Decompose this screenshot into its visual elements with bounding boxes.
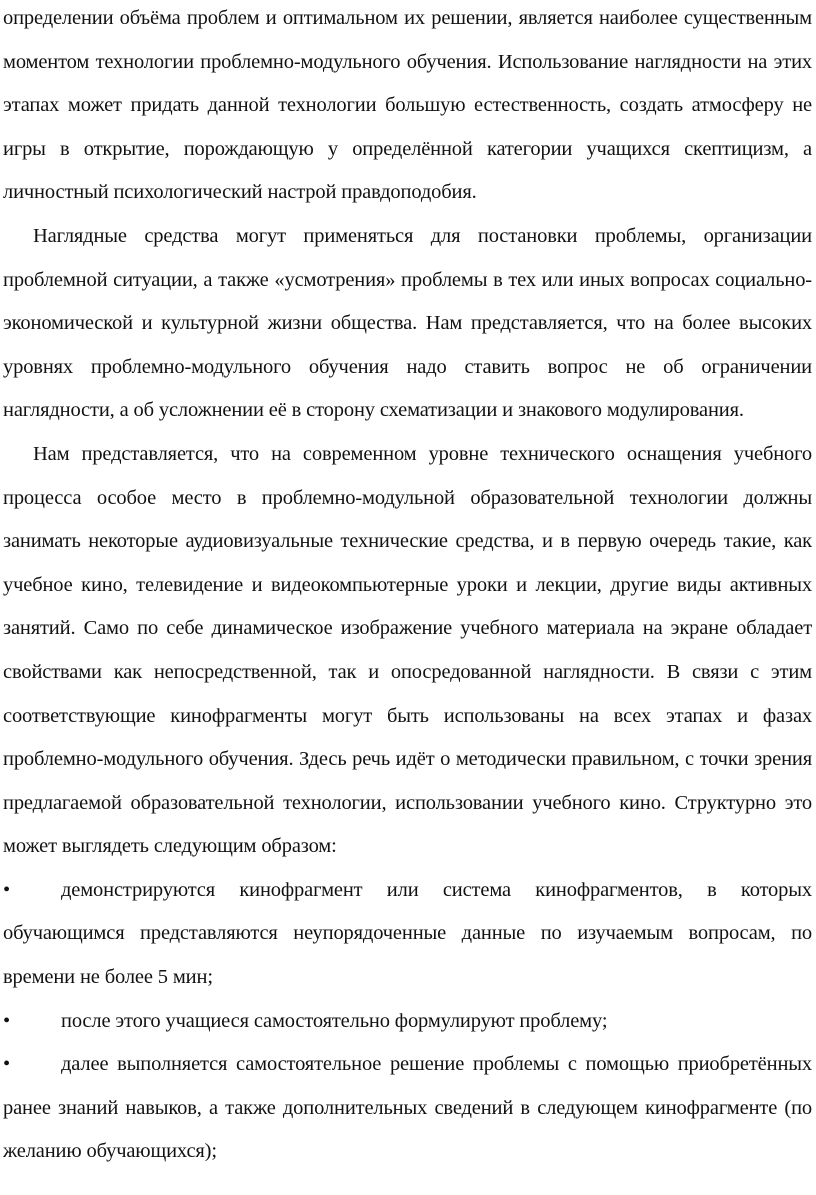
paragraph-continuation: определении объёма проблем и оптимальном их решении, является наиболее существенным моментом технологии проблемно-модульного обучения. Использование наглядности на этих этапах может придать данной технологии большую естественность, создать атмосферу не игры в открытие, порождающую у определённой категории учащихся скептицизм, а личностный психологический настрой правдоподобия. [3,7,812,204]
bullet-text: после этого учащиеся самостоятельно формулируют проблему; [61,1009,608,1032]
bullet-marker: • [3,1009,11,1032]
paragraph-visual-aids: Наглядные средства могут применяться для постановки проблемы, организации проблемной ситуации, а также «усмотрения» проблемы в тех или иных вопросах социально-экономической и культурной жизни общества. Нам представляется, что на более высоких уровнях проблемно-модульного обучения надо ставить вопрос не об ограничении наглядности, а об усложнении её в сторону схематизации и знакового модулирования. [3,224,812,422]
bullet-item-2 [3,1000,812,1044]
bullet-marker: • [3,1053,11,1076]
bullet-marker: • [3,878,11,901]
paragraph-audiovisual-means: Нам представляется, что на современном уровне технического оснащения учебного процесса особое место в проблемно-модульной образовательной технологии должны занимать некоторые аудиовизуальные технические средства, и в первую очередь такие, как учебное кино, телевидение и видеокомпьютерные уроки и лекции, другие виды активных занятий. Само по себе динамическое изображение учебного материала на экране обладает свойствами как непосредственной, так и опосредованной наглядности. В связи с этим соответствующие кинофрагменты могут быть использованы на всех этапах и фазах проблемно-модульного обучения. Здесь речь идёт о методически правильном, с точки зрения предлагаемой образовательной технологии, использовании учебного кино. Структурно это может выглядеть следующим образом: [3,442,812,858]
bullet-text: далее выполняется самостоятельное решение проблемы с помощью приобретённых ранее знаний навыков, а также дополнительных сведений в следующем кинофрагменте (по желанию обучающихся); [3,1053,812,1163]
bullet-text: демонстрируются кинофрагмент или система кинофрагментов, в которых обучающимся представляются неупорядоченные данные по изучаемым вопросам, по времени не более 5 мин; [3,878,812,989]
bullet-item-1 [3,869,812,1000]
bullet-item-3 [3,1043,812,1174]
